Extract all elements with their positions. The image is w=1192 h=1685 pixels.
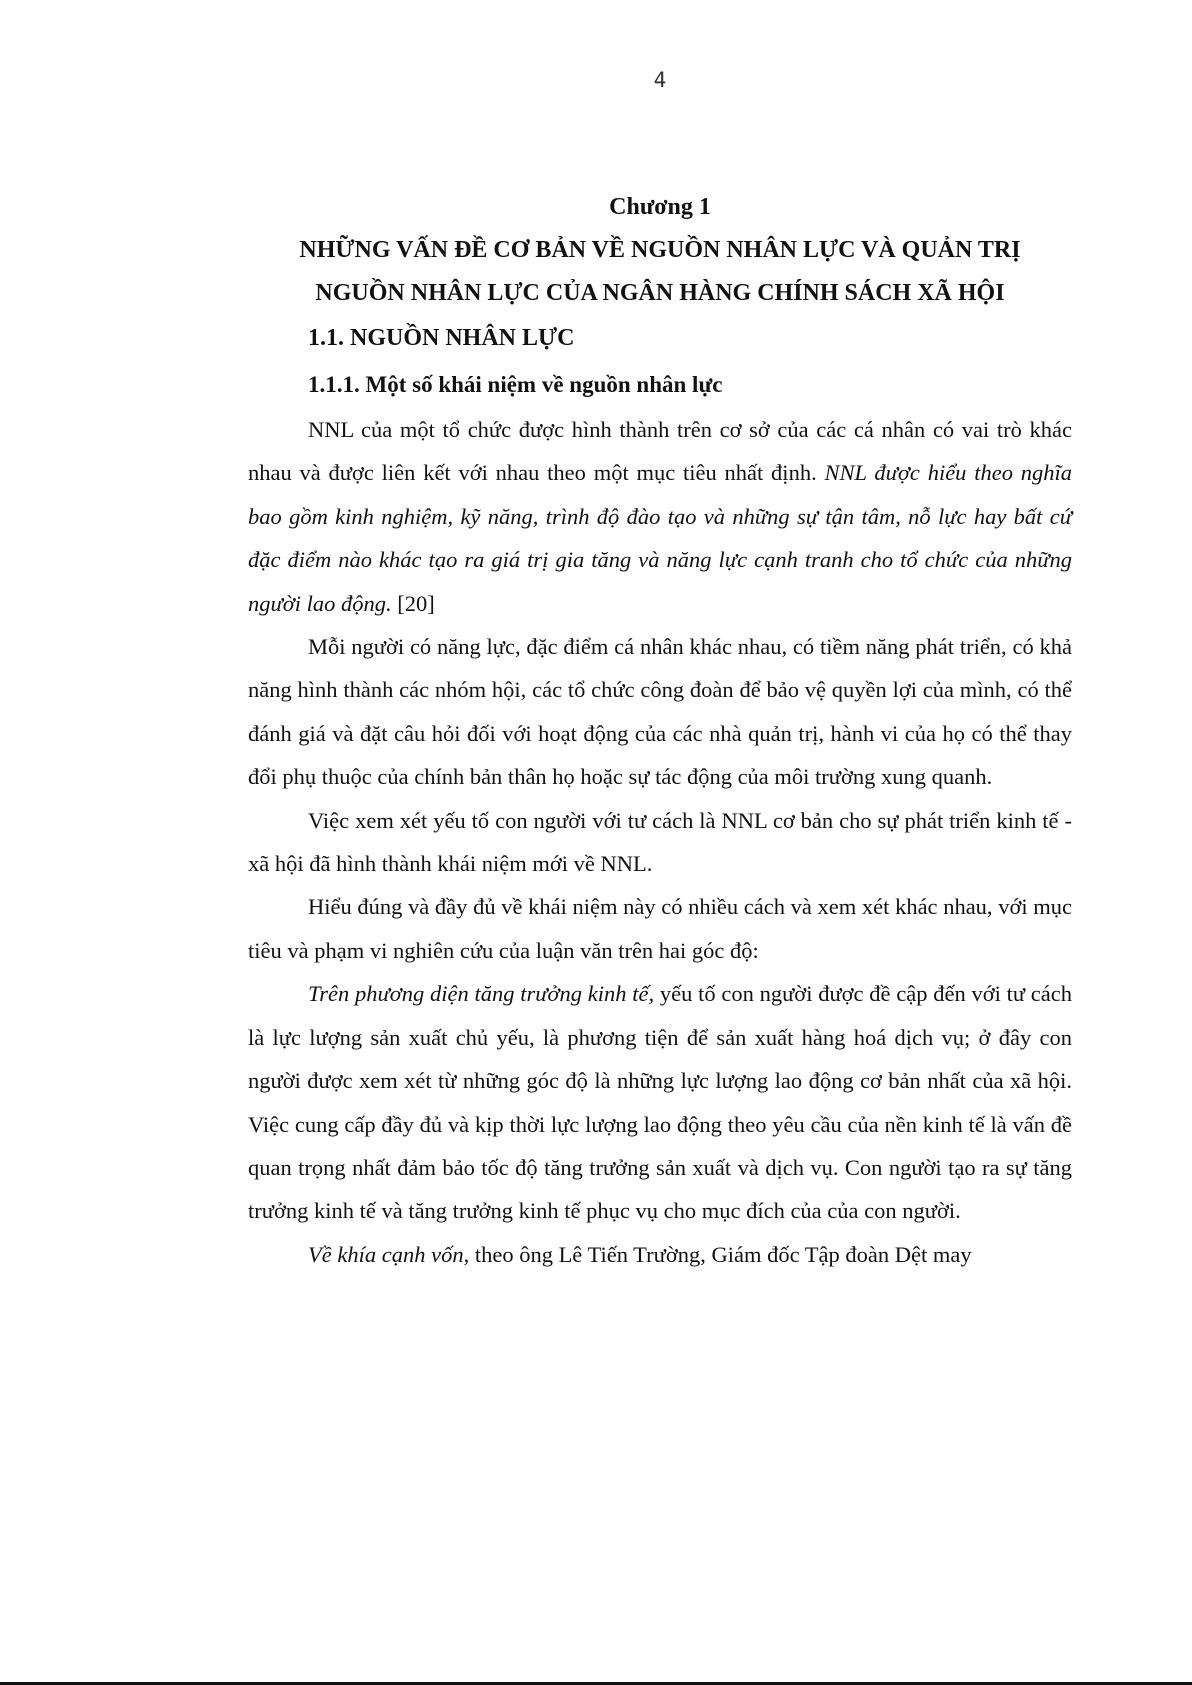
paragraph-6-text: theo ông Lê Tiến Trường, Giám đốc Tập đoàn Dệt may	[469, 1241, 972, 1267]
paragraph-5-text: yếu tố con người được đề cập đến với tư cách là lực lượng sản xuất chủ yếu, là phương tiện để sản xuất hàng hoá dịch vụ; ở đây con người được xem xét từ những góc độ là những lực lượng lao động cơ bản nhất của xã hội. Việc cung cấp đầy đủ và kịp thời lực lượng lao động theo yêu cầu của nền kinh tế là vấn đề quan trọng nhất đảm bảo tốc độ tăng trưởng sản xuất và dịch vụ. Con người tạo ra sự tăng trưởng kinh tế và tăng trưởng kinh tế phục vụ cho mục đích của của con người.	[248, 981, 1073, 1224]
paragraph-5-italic: Trên phương diện tăng trưởng kinh tế,	[308, 981, 655, 1007]
paragraph-6	[248, 1233, 1072, 1276]
subsection-heading: 1.1.1. Một số khái niệm về nguồn nhân lực	[308, 372, 723, 397]
paragraph-1	[248, 408, 1072, 625]
paragraph-1-text: NNL của một tổ chức được hình thành trên cơ sở của các cá nhân có vai trò khác nhau và được liên kết với nhau theo một mục tiêu nhất định.	[248, 417, 1072, 486]
citation-ref: [20]	[391, 590, 435, 616]
paragraph-3: Việc xem xét yếu tố con người với tư cách là NNL cơ bản cho sự phát triển kinh tế - xã hội đã hình thành khái niệm mới về NNL.	[248, 807, 1072, 877]
paragraph-6-italic: Về khía cạnh vốn,	[308, 1241, 470, 1267]
paragraph-2: Mỗi người có năng lực, đặc điểm cá nhân khác nhau, có tiềm năng phát triển, có khả năng hình thành các nhóm hội, các tổ chức công đoàn để bảo vệ quyền lợi của mình, có thể đánh giá và đặt câu hỏi đối với hoạt động của các nhà quản trị, hành vi của họ có thể thay đổi phụ thuộc của chính bản thân họ hoặc sự tác động của môi trường xung quanh.	[248, 634, 1072, 790]
paragraph-4: Hiểu đúng và đầy đủ về khái niệm này có nhiều cách và xem xét khác nhau, với mục tiêu và phạm vi nghiên cứu của luận văn trên hai góc độ:	[248, 894, 1072, 963]
paragraph-1-italic: NNL được hiểu theo nghĩa bao gồm kinh nghiệm, kỹ năng, trình độ đào tạo và những sự tận tâm, nỗ lực hay bất cứ đặc điểm nào khác tạo ra giá trị gia tăng và năng lực cạnh tranh cho tổ chức của những người lao động.	[248, 460, 1072, 616]
chapter-label: Chương 1	[609, 194, 711, 220]
chapter-title-line-1: NHỮNG VẤN ĐỀ CƠ BẢN VỀ NGUỒN NHÂN LỰC VÀ QUẢN TRỊ	[299, 237, 1021, 263]
document-body	[248, 186, 1072, 1276]
page-number: 4	[653, 68, 667, 92]
section-heading: 1.1. NGUỒN NHÂN LỰC	[308, 325, 575, 351]
chapter-title-line-2: NGUỒN NHÂN LỰC CỦA NGÂN HÀNG CHÍNH SÁCH XÃ HỘI	[315, 280, 1005, 306]
paragraph-5	[248, 972, 1072, 1232]
